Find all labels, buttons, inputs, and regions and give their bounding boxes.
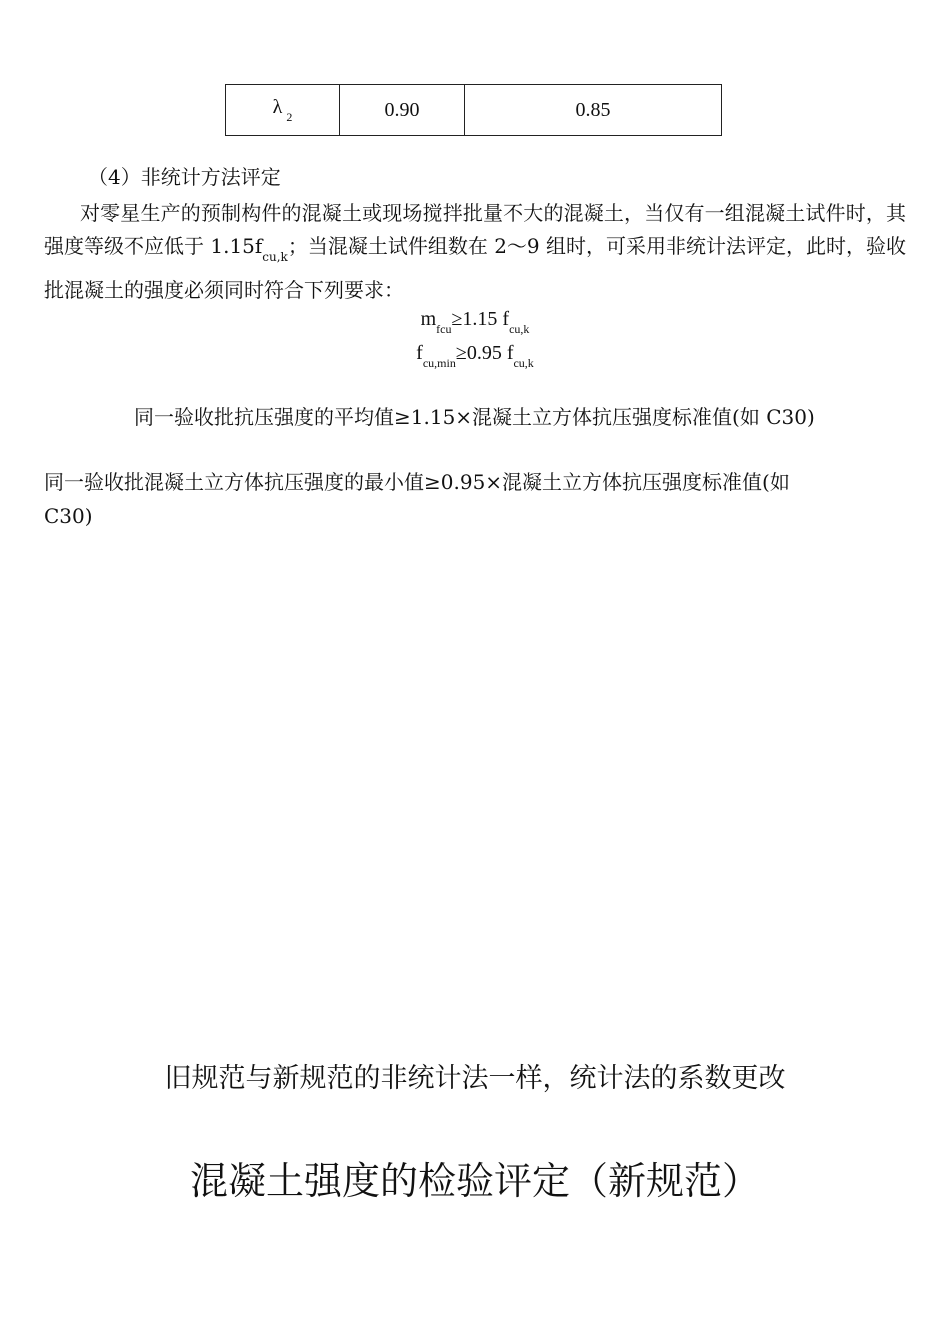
paragraph-subscript: cu,k: [262, 250, 288, 264]
formula-mean-rhs-sub: cu,k: [509, 322, 530, 336]
formula-min-rhs: ≥0.95 f: [455, 342, 514, 364]
section-heading: （4）非统计方法评定: [88, 165, 281, 189]
coefficient-table: [225, 84, 722, 136]
summary-text: 旧规范与新规范的非统计法一样，统计法的系数更改: [164, 1063, 786, 1094]
formula-min-symbol: f: [416, 342, 423, 364]
paragraph-text-2: ；当混凝土试件组数在 2～9 组时，可采用非统计法评定，此时，验收批混凝土的强度必须同时符合下列要求：: [44, 234, 907, 302]
formula-mean-symbol-sub: fcu: [436, 322, 452, 336]
table-cell-symbol: [226, 85, 340, 136]
lambda-symbol: λ: [272, 95, 283, 118]
table-row: [226, 85, 722, 136]
note-mean: 同一验收批抗压强度的平均值≥1.15×混凝土立方体抗压强度标准值(如 C30): [134, 405, 815, 429]
formula-mean-rhs: ≥1.15 f: [451, 308, 510, 330]
page-title: 混凝土强度的检验评定（新规范）: [189, 1159, 760, 1203]
note-min-line2: C30): [44, 504, 93, 528]
lambda-subscript: 2: [286, 109, 293, 124]
formula-min-rhs-sub: cu,k: [513, 356, 534, 370]
formula-mean-symbol: m: [420, 308, 437, 330]
paragraph-text-1: 对零星生产的预制构件的混凝土或现场搅拌批量不大的混凝土，当仅有一组混凝土试件时，其强度等级不应低于 1.15f: [44, 201, 906, 258]
formula-min: [0, 337, 950, 379]
table-cell-value-b: 0.85: [465, 85, 722, 136]
formula-min-symbol-sub: cu,min: [422, 356, 456, 370]
section-paragraph: [44, 197, 906, 307]
note-min-line1: 同一验收批混凝土立方体抗压强度的最小值≥0.95×混凝土立方体抗压强度标准值(如: [44, 470, 790, 494]
table-cell-value-a: 0.90: [340, 85, 465, 136]
